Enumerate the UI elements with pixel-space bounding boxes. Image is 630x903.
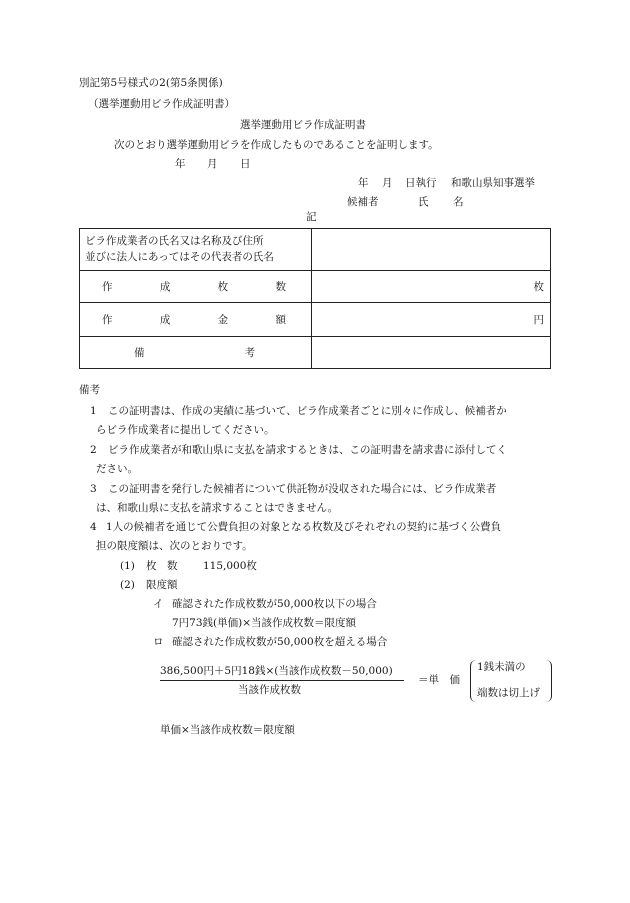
certificate-table xyxy=(79,228,551,369)
table-row-count xyxy=(80,271,551,303)
fraction-bar xyxy=(160,680,404,681)
vendor-label-cell xyxy=(80,229,312,271)
sub-2-number: (2) xyxy=(120,579,135,591)
count-value-cell[interactable] xyxy=(312,271,551,303)
certification-statement: 次のとおり選挙運動用ビラを作成したものであることを証明します。 xyxy=(114,139,439,151)
remarks-label-char: 考 xyxy=(244,347,255,359)
formula-denominator: 当該作成枚数 xyxy=(238,684,301,696)
table-row-amount xyxy=(80,303,551,337)
candidate-label: 候補者 xyxy=(347,196,379,208)
amount-value-cell[interactable] xyxy=(312,303,551,337)
amount-label-char: 作 xyxy=(102,314,113,326)
count-label-cell xyxy=(80,271,312,303)
ki-heading: 記 xyxy=(306,211,317,223)
document-title: 選挙運動用ビラ作成証明書 xyxy=(240,119,366,131)
formula-equals-unit-price: ＝単 価 xyxy=(418,674,460,686)
note-1-number: 1 xyxy=(90,405,97,417)
case-ro-mark: ロ xyxy=(153,636,164,648)
form-subtitle: （選挙運動用ビラ作成証明書） xyxy=(88,98,235,110)
vendor-value-cell[interactable] xyxy=(312,229,551,271)
count-label-char: 枚 xyxy=(217,281,229,293)
table-row-remarks xyxy=(80,337,551,369)
election-execution-label: 日執行 xyxy=(405,177,437,189)
note-1-line2: らビラ作成業者に提出してください。 xyxy=(96,424,275,436)
count-unit: 枚 xyxy=(533,281,544,293)
note-1-line1: この証明書は、作成の実績に基づいて、ビラ作成業者ごとに別々に作成し、候補者か xyxy=(108,405,507,417)
election-year-label: 年 xyxy=(358,177,369,189)
left-bracket xyxy=(470,660,477,702)
sub-1-number: (1) xyxy=(120,560,135,572)
note-4-line2: 担の限度額は、次のとおりです。 xyxy=(96,540,253,552)
election-name: 和歌山県知事選挙 xyxy=(451,177,535,189)
notes-heading: 備考 xyxy=(79,384,100,396)
case-i-line1: 確認された作成枚数が50,000枚以下の場合 xyxy=(172,598,377,610)
note-4-number: 4 xyxy=(90,521,97,533)
case-i-mark: イ xyxy=(153,598,164,610)
formula-numerator: 386,500円＋5円18銭×(当該作成枚数－50,000) xyxy=(160,665,393,677)
amount-label-char: 成 xyxy=(159,314,171,326)
vendor-label-line2: 並びに法人にあってはその代表者の氏名 xyxy=(85,250,274,263)
vendor-label-line1: ビラ作成業者の氏名又は名称及び住所 xyxy=(85,234,264,247)
form-reference: 別記第5号様式の2(第5条関係) xyxy=(79,77,223,89)
note-3-number: 3 xyxy=(90,483,97,495)
rounding-note-line1: 1銭未満の xyxy=(477,661,526,673)
sub-1-value: 115,000枚 xyxy=(203,560,257,572)
note-2-line1: ビラ作成業者が和歌山県に支払を請求するときは、この証明書を請求書に添付してく xyxy=(108,444,507,456)
count-label-char: 成 xyxy=(159,281,171,293)
amount-label-char: 額 xyxy=(275,314,286,326)
remarks-value-cell[interactable] xyxy=(312,337,551,369)
sub-2-label: 限度額 xyxy=(146,579,178,591)
note-2-number: 2 xyxy=(90,444,97,456)
remarks-label-cell xyxy=(80,337,312,369)
note-3-line2: は、和歌山県に支払を請求することはできません。 xyxy=(96,502,339,514)
right-bracket xyxy=(545,660,552,702)
remarks-label-char: 備 xyxy=(134,347,145,359)
election-month-label: 月 xyxy=(382,177,393,189)
date-year-label: 年 xyxy=(175,158,186,170)
note-2-line2: ださい。 xyxy=(96,463,138,475)
note-4-line1: 1人の候補者を通じて公費負担の対象となる枚数及びそれぞれの契約に基づく公費負 xyxy=(106,521,502,533)
candidate-name-label-2: 名 xyxy=(453,196,464,208)
date-day-label: 日 xyxy=(240,158,251,170)
amount-label-char: 金 xyxy=(217,314,229,326)
case-ro-line1: 確認された作成枚数が50,000枚を超える場合 xyxy=(172,636,388,648)
amount-unit: 円 xyxy=(533,314,544,326)
case-i-line2: 7円73銭(単価)×当該作成枚数＝限度額 xyxy=(172,617,357,629)
count-label-char: 作 xyxy=(102,281,113,293)
table-row-vendor xyxy=(80,229,551,271)
rounding-note-line2: 端数は切上げ xyxy=(477,687,540,699)
final-formula: 単価×当該作成枚数＝限度額 xyxy=(160,724,295,736)
amount-label-cell xyxy=(80,303,312,337)
note-3-line1: この証明書を発行した候補者について供託物が没収された場合には、ビラ作成業者 xyxy=(108,483,497,495)
date-month-label: 月 xyxy=(207,158,218,170)
sub-1-label: 枚 数 xyxy=(146,560,178,572)
count-label-char: 数 xyxy=(275,281,286,293)
candidate-name-label-1: 氏 xyxy=(418,196,429,208)
